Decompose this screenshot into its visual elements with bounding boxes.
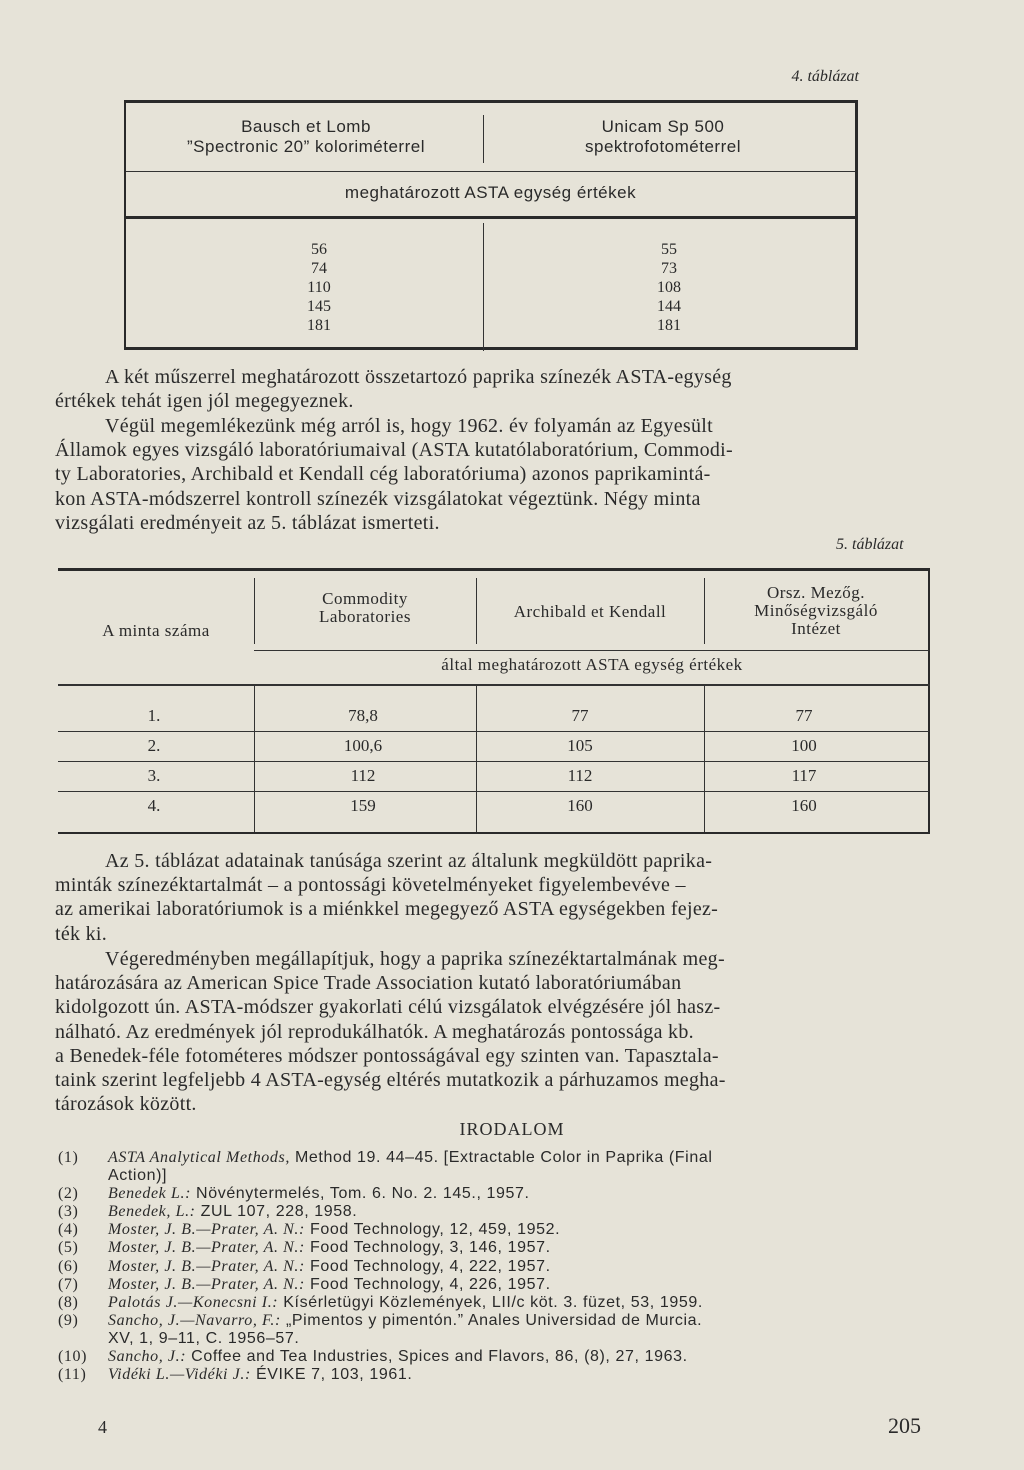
table5-row-rule <box>58 761 930 762</box>
table5-subheader: által meghatározott ASTA egység értékek <box>441 655 743 674</box>
reference-item <box>58 1239 938 1257</box>
reference-author: ASTA Analytical Methods, <box>108 1149 290 1166</box>
table5-header-line: Laboratories <box>319 607 411 626</box>
table4-cell: 110 <box>307 279 331 296</box>
text-line: tározások között. <box>55 1093 197 1116</box>
reference-line <box>58 1203 938 1221</box>
table4-cell: 145 <box>307 298 331 315</box>
reference-text: Method 19. 44–45. [Extractable Color in Paprika (Final <box>289 1149 713 1166</box>
table5-right-rule <box>928 568 930 834</box>
table5-cell-sample: 4. <box>147 796 161 815</box>
table5-cell: 77 <box>571 706 589 725</box>
table5-caption: 5. táblázat <box>836 536 904 553</box>
paragraph-2 <box>55 414 935 535</box>
reference-number: (9) <box>58 1312 79 1330</box>
table5-cell: 77 <box>795 706 813 725</box>
reference-line <box>58 1258 938 1276</box>
table5-header-orsz <box>704 584 928 638</box>
text-line: a Benedek-féle fotométeres módszer pontosságával egy szinten van. Tapasztala- <box>55 1044 719 1067</box>
page-number-left: 4 <box>98 1417 107 1437</box>
table4-cell: 108 <box>657 279 681 296</box>
reference-text: Coffee and Tea Industries, Spices and Flavors, 86, (8), 27, 1963. <box>186 1347 688 1365</box>
reference-author: Moster, J. B.—Prater, A. N.: <box>108 1221 305 1239</box>
reference-author: Moster, J. B.—Prater, A. N.: <box>108 1257 305 1275</box>
reference-text: „Pimentos y pimentón.” Anales Universidad de Murcia. <box>280 1312 703 1330</box>
reference-item <box>58 1185 938 1203</box>
table-4 <box>124 100 858 350</box>
text-line: határozására az American Spice Trade Association kutató laboratóriumában <box>55 972 682 995</box>
paragraph-4 <box>55 947 935 1116</box>
reference-number: (10) <box>58 1347 88 1365</box>
table5-top-rule <box>58 568 930 571</box>
text-line: taink szerint legfeljebb 4 ASTA-egység eltérés mutatkozik a párhuzamos megha- <box>55 1069 726 1092</box>
table4-cell: 181 <box>307 317 331 334</box>
reference-line <box>58 1366 938 1384</box>
table4-cell: 144 <box>657 298 681 315</box>
paragraph-3 <box>55 849 935 946</box>
text-line: ty Laboratories, Archibald et Kendall cég laboratóriuma) azonos paprikamintá- <box>55 463 711 486</box>
table4-col1-values <box>259 240 379 335</box>
reference-text: Növénytermelés, Tom. 6. No. 2. 145., 1957. <box>191 1184 530 1202</box>
table4-caption: 4. táblázat <box>791 68 859 85</box>
table5-cell: 160 <box>791 796 817 815</box>
table4-col2-line1: Unicam Sp 500 <box>601 117 725 136</box>
reference-text: Food Technology, 3, 146, 1957. <box>304 1239 551 1257</box>
reference-number: (5) <box>58 1239 79 1257</box>
table4-col1-line2: ”Spectronic 20” koloriméterrel <box>187 137 425 156</box>
table5-header-commodity <box>254 590 476 626</box>
table4-cell: 56 <box>311 241 327 258</box>
reference-line <box>58 1276 938 1294</box>
text-line: nálható. Az eredmények jól reprodukálhatók. A meghatározás pontossága kb. <box>55 1020 694 1043</box>
table5-thick-rule <box>58 684 930 686</box>
reference-number: (7) <box>58 1275 79 1293</box>
table4-subheader: meghatározott ASTA egység értékek <box>344 183 637 202</box>
reference-item <box>58 1294 938 1312</box>
reference-item <box>58 1203 938 1221</box>
reference-item <box>58 1149 938 1184</box>
table5-header-archibald: Archibald et Kendall <box>513 602 667 621</box>
reference-line <box>58 1312 938 1330</box>
table5-cell: 112 <box>567 766 593 785</box>
reference-text: Food Technology, 4, 222, 1957. <box>304 1257 551 1275</box>
reference-author: Vidéki L.—Vidéki J.: <box>108 1366 251 1383</box>
table4-col1-header <box>126 117 486 157</box>
table5-cell-sample: 2. <box>147 736 161 755</box>
table5-divider <box>254 686 255 832</box>
reference-author: Sancho, J.—Navarro, F.: <box>108 1312 281 1330</box>
table5-header-line: Commodity <box>322 589 408 608</box>
references-title: IRODALOM <box>459 1119 565 1139</box>
reference-author: Palotás J.—Konecsni I.: <box>108 1293 279 1311</box>
reference-item <box>58 1276 938 1294</box>
table4-cell: 181 <box>657 317 681 334</box>
reference-number: (2) <box>58 1184 79 1202</box>
text-line: Az 5. táblázat adatainak tanúsága szerint az általunk megküldött paprika- <box>105 850 713 872</box>
reference-author: Benedek, L.: <box>108 1202 196 1220</box>
reference-author: Moster, J. B.—Prater, A. N.: <box>108 1239 305 1257</box>
table5-divider <box>476 686 477 832</box>
table5-cell: 112 <box>350 766 376 785</box>
table4-col1-line1: Bausch et Lomb <box>241 117 371 136</box>
page-number-right: 205 <box>888 1413 921 1438</box>
reference-item <box>58 1312 938 1347</box>
table4-col2-values <box>609 240 729 335</box>
table5-rule <box>254 650 930 651</box>
reference-line <box>58 1294 938 1312</box>
reference-author: Moster, J. B.—Prater, A. N.: <box>108 1275 305 1293</box>
reference-author: Benedek L.: <box>108 1184 192 1202</box>
table5-cell: 160 <box>567 796 593 815</box>
reference-number: (3) <box>58 1202 79 1220</box>
text-line: Végeredményben megállapítjuk, hogy a paprika színezéktartalmának meg- <box>105 948 725 970</box>
table5-header-line: Minőségvizsgáló <box>754 601 878 620</box>
text-line: ték ki. <box>55 922 108 945</box>
table5-header-line: Orsz. Mezőg. <box>766 583 866 602</box>
reference-number: (11) <box>58 1366 87 1383</box>
text-line: kidolgozott ún. ASTA-módszer gyakorlati célú vizsgálatok elvégzésére jól hasz- <box>55 996 721 1019</box>
table4-cell: 74 <box>311 260 327 277</box>
text-line: minták színezéktartalmát – a pontossági követelményeket figyelembevéve – <box>55 874 686 897</box>
table5-cell: 100,6 <box>343 736 383 755</box>
table5-cell-sample: 1. <box>147 706 161 725</box>
reference-text: Food Technology, 4, 226, 1957. <box>304 1275 551 1293</box>
reference-line <box>58 1239 938 1257</box>
reference-text: Food Technology, 12, 459, 1952. <box>304 1221 561 1239</box>
reference-line <box>58 1348 938 1366</box>
reference-number: (8) <box>58 1293 79 1311</box>
reference-line <box>58 1185 938 1203</box>
table4-cell: 73 <box>661 260 677 277</box>
table5-row-rule <box>58 731 930 732</box>
table4-rule <box>126 171 855 172</box>
text-line: értékek tehát igen jól megegyeznek. <box>55 390 354 413</box>
table5-cell: 117 <box>791 766 817 785</box>
table5-cell: 78,8 <box>348 706 378 725</box>
reference-item <box>58 1221 938 1239</box>
reference-author: Sancho, J.: <box>108 1347 187 1365</box>
table5-cell: 100 <box>791 736 817 755</box>
text-line: kon ASTA-módszerrel kontroll színezék vizsgálatokat végeztünk. Négy minta <box>55 487 701 510</box>
reference-number: (6) <box>58 1257 79 1275</box>
text-line: Államok egyes vizsgáló laboratóriumaival (ASTA kutatólaboratórium, Commodi- <box>55 439 733 462</box>
table5-cell-sample: 3. <box>147 766 161 785</box>
table4-col2-header <box>483 117 843 157</box>
table4-cell: 55 <box>661 241 677 258</box>
reference-item <box>58 1366 938 1384</box>
reference-line <box>58 1221 938 1239</box>
text-line: az amerikai laboratóriumok is a miénkkel megegyező ASTA egységekben fejez- <box>55 898 719 921</box>
table5-row-rule <box>58 791 930 792</box>
table4-body-divider <box>483 223 484 351</box>
paragraph-1 <box>55 365 935 413</box>
reference-text: ZUL 107, 228, 1958. <box>195 1202 358 1220</box>
reference-text: Kísérletügyi Közlemények, LII/c köt. 3. füzet, 53, 1959. <box>278 1293 703 1311</box>
reference-item <box>58 1348 938 1366</box>
table4-col2-line2: spektrofotométerrel <box>585 137 741 156</box>
text-line: Végül megemlékezünk még arról is, hogy 1962. év folyamán az Egyesült <box>105 415 714 437</box>
text-line: vizsgálati eredményeit az 5. táblázat ismerteti. <box>55 511 440 534</box>
table-5 <box>58 568 930 834</box>
reference-continuation: XV, 1, 9–11, C. 1956–57. <box>108 1329 300 1347</box>
reference-number: (4) <box>58 1221 79 1239</box>
reference-text: ÉVIKE 7, 103, 1961. <box>250 1366 413 1383</box>
table5-bottom-rule <box>58 832 930 834</box>
reference-number: (1) <box>58 1149 79 1166</box>
reference-line <box>58 1149 938 1167</box>
reference-item <box>58 1258 938 1276</box>
table5-cell: 105 <box>567 736 593 755</box>
reference-continuation: Action)] <box>108 1166 168 1184</box>
text-line: A két műszerrel meghatározott összetartozó paprika színezék ASTA-egység <box>105 366 732 388</box>
table5-cell: 159 <box>350 796 376 815</box>
table5-header-line: Intézet <box>791 619 841 638</box>
table5-header-sample: A minta száma <box>102 621 210 640</box>
table4-thick-rule <box>126 216 855 219</box>
